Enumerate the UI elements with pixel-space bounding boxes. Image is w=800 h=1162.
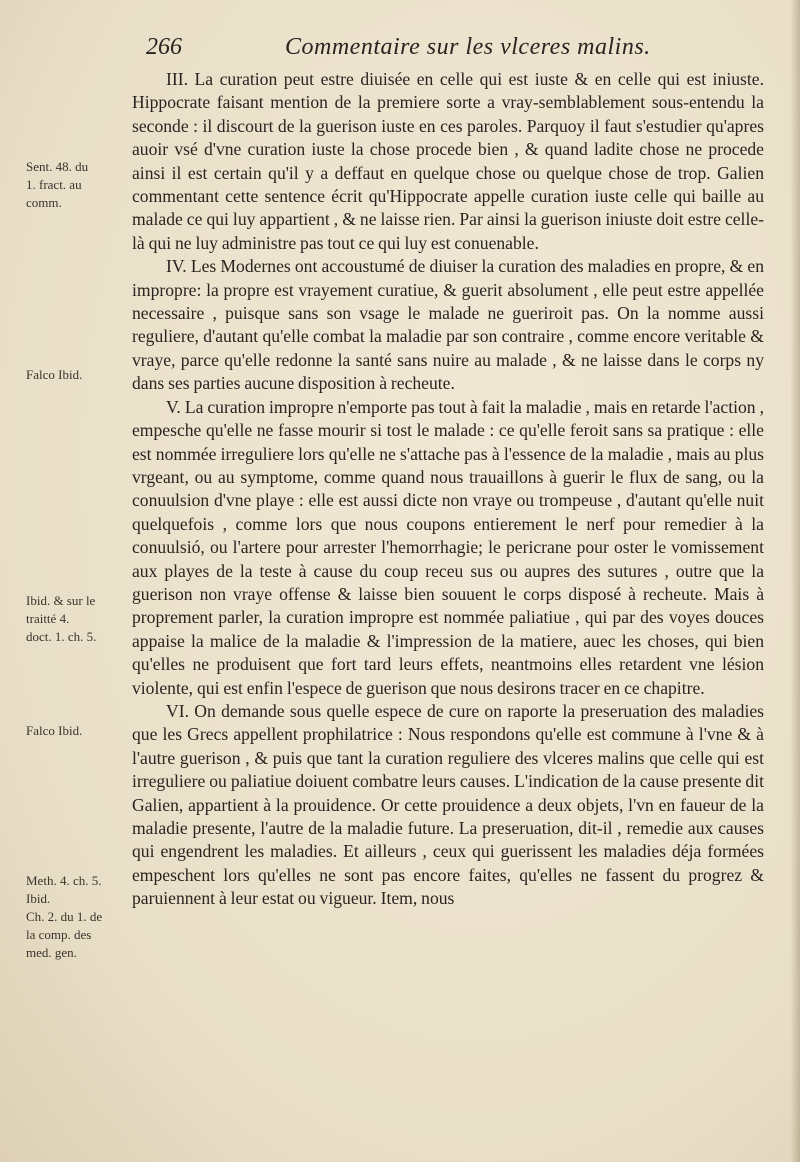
margin-note-sent48: Sent. 48. du 1. fract. au comm. <box>26 159 89 210</box>
page-edge-shadow <box>790 0 800 1162</box>
margin-note-falco-1: Falco Ibid. <box>26 367 83 382</box>
paragraph-iii: III. La curation peut estre diuisée en celle qui est iuste & en celle qui est iniuste. Hippocrate faisant mention de la premiere sorte a vray-semblablement sous-entendu la seconde : il discourt de la guerison iuste en ces paroles. Parquoy il faut s'estudier qu'apres auoir vsé d'vne curation iuste la chose procede bien , & quand ladite chose ne procede ainsi il est certain qu'il y a deffaut en quelque chose ou quelque chose de trop. Galien commentant cette sentence écrit qu'Hippocrate appelle curation iuste celle qui baille au malade ce qui luy appartient , & ne laisse rien. Par ainsi la guerison iniuste doit estre celle-là qui ne luy administre pas tout ce qui luy est conuenable. <box>132 69 764 253</box>
paragraph-v: V. La curation impropre n'emporte pas tout à fait la maladie , mais en retarde l'action , empesche qu'elle ne fasse mourir si tost le malade : ce qu'elle feroit sans sa pratique : elle est nommée irreguliere lors qu'elle ne s'attache pas à l'essence de la maladie , mais au plus vrgeant, ou au symptome, comme quand nous trauaillons à guerir le flux de sang, ou la conuulsion d'vne playe : elle est aussi dicte non vraye ou trompeuse , d'autant qu'elle nuit quelquefois , comme lors que nous coupons entierement le nerf pour remedier à la conuulsió, ou l'artere pour arrester l'hemorrhagie; le pericrane pour oster le vomissement aux playes de la teste à cause du coup receu sus ou aupres des sutures , outre que la guerison non vraye offense & laisse bien souuent le corps disposé à recheute. Mais à proprement parler, la curation impropre est nommée paliatiue , qui par des voyes douces appaise la malice de la maladie & l'impression de la matiere, auec les choses, qui bien qu'elles ne produisent que fort tard leurs effets, neantmoins elles retardent vne lésion violente, qui est enfin l'espece de guerison que nous desirons tracer en ce chapitre. <box>132 396 764 698</box>
paragraph-vi: VI. On demande sous quelle espece de cure on raporte la preseruation des maladies que les Grecs appellent prophilatrice : Nous respondons qu'elle est commune à l'vne & à l'autre guerison , & puis que tant la curation reguliere des vlceres malins que celle qui est irreguliere ou paliatiue doiuent combatre leurs causes. L'indication de la cause presente dit Galien, appartient à la prouidence. Or cette prouidence a deux objets, l'vn en faueur de la maladie presente, l'autre de la maladie future. La preseruation, dit-il , remedie aux causes qui engendrent les maladies. Et ailleurs , ceux qui guerissent les maladies déja formées empeschent lors qu'elles ne sont pas encore faites, qu'elles ne fassent du progrez & paruiennent à leur estat ou vigueur. Item, nous <box>132 700 764 909</box>
margin-note-ibid-traitte: Ibid. & sur le traitté 4. doct. 1. ch. 5. <box>26 593 97 644</box>
body-text <box>132 68 764 911</box>
margin-note-meth: Meth. 4. ch. 5. Ibid. Ch. 2. du 1. de la comp. des med. gen. <box>26 873 103 960</box>
page-number: 266 <box>146 34 182 60</box>
running-title: Commentaire sur les vlceres malins. <box>285 34 651 60</box>
margin-note-falco-2: Falco Ibid. <box>26 723 83 738</box>
page-header <box>140 28 740 68</box>
paragraph-iv: IV. Les Modernes ont accoustumé de diuiser la curation des maladies en propre, & en impropre: la propre est vrayement curatiue, & guerit absolument , elle peut estre appellée necessaire , puisque sans son vsage le malade ne gueriroit pas. On la nomme aussi reguliere, d'autant qu'elle combat la maladie par son contraire , comme encore veritable & vraye, parce qu'elle redonne la santé sans nuire au malade , & ne laisse dans le corps ny dans ses parties aucune disposition à recheute. <box>132 256 764 394</box>
